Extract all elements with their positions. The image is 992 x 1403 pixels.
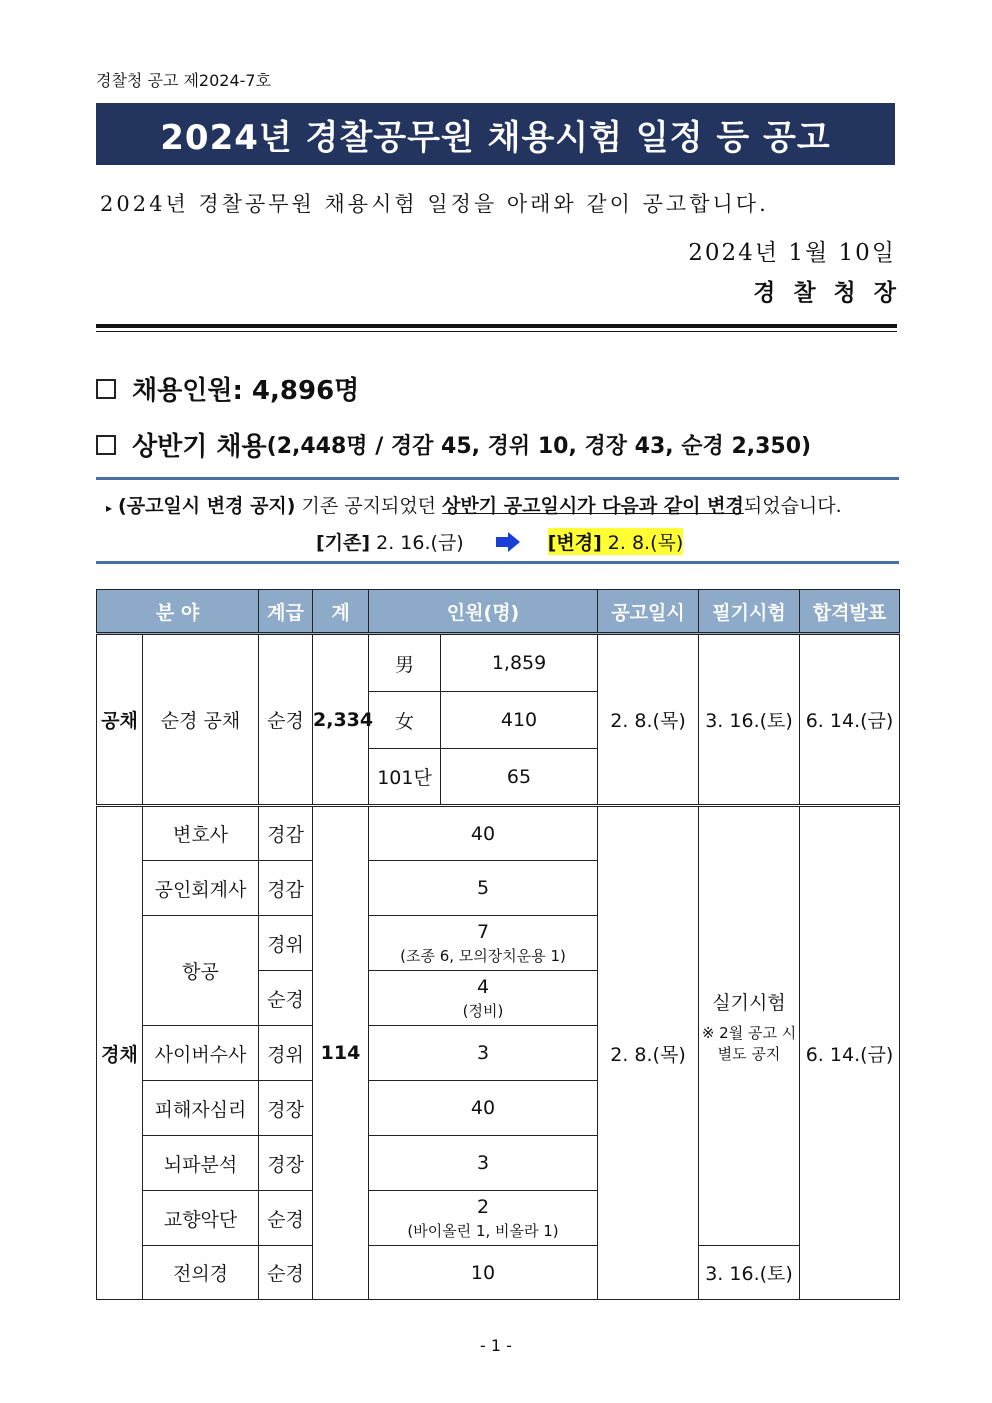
schedule-table: [96, 589, 900, 1300]
last-exam-date: 3. 16.(토): [699, 1246, 800, 1300]
header-result: 합격발표: [800, 590, 900, 634]
issue-date: 2024년 1월 10일: [688, 240, 896, 266]
rank-cell: 경감: [259, 806, 313, 861]
notice-date-open: 2. 8.(목): [598, 634, 699, 806]
count-cell: [369, 971, 598, 1026]
breakdown-count: 410: [441, 692, 598, 749]
checkbox-square-icon: [96, 435, 116, 455]
count-value: 7: [476, 920, 490, 943]
notice-date-special: 2. 8.(목): [598, 806, 699, 1300]
header-field: 분 야: [97, 590, 259, 634]
table-row: [97, 806, 900, 861]
count-cell: 3: [369, 1136, 598, 1191]
field-cell: 교향악단: [143, 1191, 259, 1246]
change-notice-text: 기존 공지되었던: [295, 495, 443, 517]
signer: 경찰청장: [753, 279, 914, 306]
practical-note-line2: 별도 공지: [717, 1044, 781, 1063]
category-special: 경채: [97, 806, 143, 1300]
old-date-label: [기존]: [316, 532, 371, 554]
rank-cell: 경위: [259, 1026, 313, 1081]
count-note: (바이올린 1, 비올라 1): [407, 1221, 559, 1240]
checkbox-square-icon: [96, 379, 116, 399]
count-cell: 40: [369, 1081, 598, 1136]
right-arrow-icon: [496, 532, 520, 552]
rank-cell: 경위: [259, 916, 313, 971]
count-note: (정비): [462, 1001, 504, 1020]
count-cell: 3: [369, 1026, 598, 1081]
header-notice-date: 공고일시: [598, 590, 699, 634]
breakdown-count: 65: [441, 749, 598, 806]
change-notice-lead: (공고일시 변경 공지): [118, 495, 296, 517]
rank-open: 순경: [259, 634, 313, 806]
rank-cell: 순경: [259, 1246, 313, 1300]
rank-cell: 순경: [259, 971, 313, 1026]
section-first-half: [96, 426, 811, 463]
breakdown-label: 101단: [369, 749, 441, 806]
written-exam-open: 3. 16.(토): [699, 634, 800, 806]
new-date-value: 2. 8.(목): [601, 532, 684, 554]
change-notice-text-end: 되었습니다.: [743, 495, 842, 517]
practical-note-line1: ※ 2월 공고 시: [701, 1023, 797, 1042]
count-cell: 5: [369, 861, 598, 916]
first-half-label: 상반기 채용: [132, 432, 267, 462]
field-cell: 전의경: [143, 1246, 259, 1300]
rank-cell: 경장: [259, 1136, 313, 1191]
header-total: 계: [313, 590, 369, 634]
notice-box-top-rule: [96, 477, 899, 480]
new-date-label: [변경]: [547, 532, 602, 554]
count-value: 4: [476, 975, 490, 998]
category-open: 공채: [97, 634, 143, 806]
breakdown-count: 1,859: [441, 634, 598, 692]
practical-note: [699, 1023, 799, 1065]
old-date-value: 2. 16.(금): [370, 532, 464, 554]
field-cell: 뇌파분석: [143, 1136, 259, 1191]
breakdown-label: 女: [369, 692, 441, 749]
total-recruitment: 채용인원: 4,896명: [132, 376, 360, 406]
practical-exam: 실기시험: [712, 991, 786, 1014]
count-value: 2: [476, 1195, 490, 1218]
header-rank: 계급: [259, 590, 313, 634]
total-open: 2,334: [313, 634, 369, 806]
divider-thin: [96, 331, 897, 332]
first-half-detail: (2,448명 / 경감 45, 경위 10, 경장 43, 순경 2,350): [266, 434, 812, 459]
table-row: [97, 1246, 900, 1300]
change-notice-emphasis: 상반기 공고일시가 다음과 같이 변경: [442, 495, 744, 517]
result-special: 6. 14.(금): [800, 806, 900, 1300]
rank-cell: 순경: [259, 1191, 313, 1246]
count-note: (조종 6, 모의장치운용 1): [400, 946, 566, 965]
document-title: 2024년 경찰공무원 채용시험 일정 등 공고: [96, 103, 895, 165]
count-cell: 10: [369, 1246, 598, 1300]
new-date: [548, 528, 684, 555]
field-cell: 변호사: [143, 806, 259, 861]
total-special: 114: [313, 806, 369, 1300]
notice-box-bottom-rule: [96, 561, 899, 564]
rank-cell: 경감: [259, 861, 313, 916]
breakdown-label: 男: [369, 634, 441, 692]
old-date: [316, 528, 464, 555]
count-cell: 40: [369, 806, 598, 861]
divider-thick: [96, 324, 897, 328]
change-dates: [316, 528, 683, 555]
field-cell: 항공: [143, 916, 259, 1026]
result-open: 6. 14.(금): [800, 634, 900, 806]
field-cell: 피해자심리: [143, 1081, 259, 1136]
practical-exam-cell: [699, 806, 800, 1246]
triangle-bullet-icon: ▸: [106, 501, 113, 515]
header-headcount: 인원(명): [369, 590, 598, 634]
field-cell: 사이버수사: [143, 1026, 259, 1081]
section-total: [96, 370, 359, 407]
field-cell: 공인회계사: [143, 861, 259, 916]
table-header-row: [97, 590, 900, 634]
notice-number: 경찰청 공고 제2024-7호: [96, 71, 272, 90]
table-row: [97, 634, 900, 692]
intro-text: 2024년 경찰공무원 채용시험 일정을 아래와 같이 공고합니다.: [100, 192, 769, 216]
header-written-exam: 필기시험: [699, 590, 800, 634]
count-cell: [369, 916, 598, 971]
field-open: 순경 공채: [143, 634, 259, 806]
rank-cell: 경장: [259, 1081, 313, 1136]
change-notice-line: [106, 491, 842, 518]
count-cell: [369, 1191, 598, 1246]
page-number: - 1 -: [480, 1336, 512, 1355]
